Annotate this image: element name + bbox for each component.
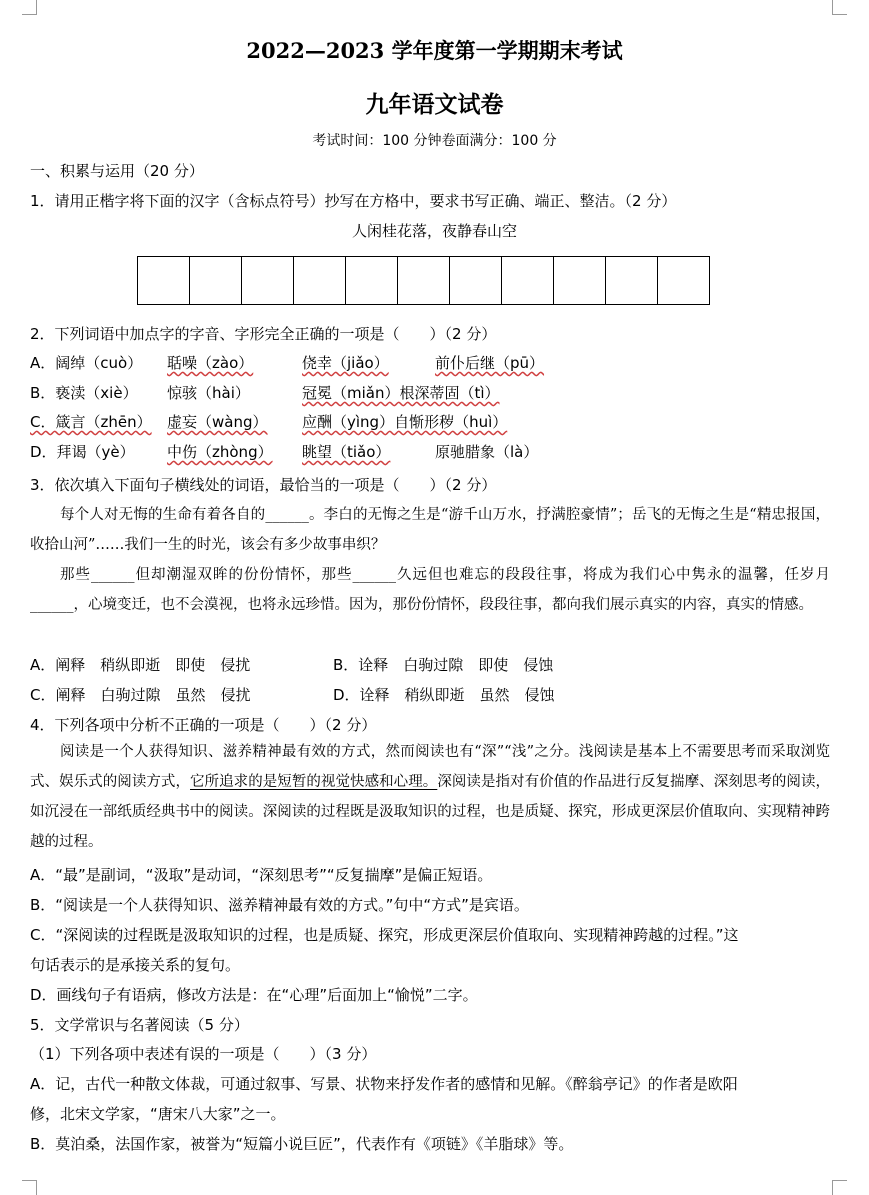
q1-prompt: 1．请用正楷字将下面的汉字（含标点符号）抄写在方格中，要求书写正确、端正、整洁。（2 分） xyxy=(30,192,677,210)
grid-cell[interactable] xyxy=(502,257,554,304)
exam-title: 2022—2023 学年度第一学期期末考试 xyxy=(246,38,623,63)
grid-cell[interactable] xyxy=(450,257,502,304)
q3-passage-1: 每个人对无悔的生命有着各自的______。李白的无悔之生是“游千山万水，抒满腔豪情”；岳飞的无悔之生是“精忠报国，收拾山河”……我们一生的时光，该会有多少故事串织？ xyxy=(30,507,830,553)
q3-passage-2: 那些______但却潮湿双眸的份份情怀，那些______久远但也难忘的段段往事，将成为我们心中隽永的温馨，任岁月______，心境变迁，也不会漠视，也将永远珍惜。因为，那份份情怀，段段往事，都向我们展示真实的内容，真实的情感。 xyxy=(30,567,830,613)
q5-prompt: 5．文学常识与名著阅读（5 分） xyxy=(30,1016,249,1034)
grid-cell[interactable] xyxy=(242,257,294,304)
q4-option-c: C．“深阅读的过程既是汲取知识的过程，也是质疑、探究，形成更深层价值取向、实现精神跨越的过程。”这 xyxy=(30,926,739,944)
q4-passage-part: 阅读是一个人获得知识、滋养精神最有效的方式，然而阅读也有“深”“浅”之分。浅阅读是基本上不需要思考而采取浏览式、娱乐式的阅读方式， xyxy=(30,744,830,790)
q4-option-c-cont: 句话表示的是承接关系的复句。 xyxy=(30,956,241,974)
q5-option-a-cont: 修，北宋文学家，“唐宋八大家”之一。 xyxy=(30,1105,286,1123)
exam-meta: 考试时间：100 分钟卷面满分：100 分 xyxy=(312,133,557,149)
grid-cell[interactable] xyxy=(398,257,450,304)
q2-option: D．拜谒（yè） xyxy=(30,443,135,461)
q2-option: B．亵渎（xiè） xyxy=(30,384,138,402)
q2-option: 眺望（tiǎo） xyxy=(302,443,391,461)
q5-sub1: （1）下列各项中表述有误的一项是（ ）（3 分） xyxy=(30,1045,377,1063)
q2-option: 冠冕（miǎn）根深蒂固（tì） xyxy=(302,384,500,402)
q3-option-b: B．诠释 白驹过隙 即使 侵蚀 xyxy=(333,656,554,674)
q3-option-c: C．阐释 白驹过隙 虽然 侵扰 xyxy=(30,686,251,704)
q3-prompt: 3．依次填入下面句子横线处的词语，最恰当的一项是（ ）（2 分） xyxy=(30,476,497,494)
q2-option: 虚妄（wàng） xyxy=(167,413,268,431)
q4-prompt: 4．下列各项中分析不正确的一项是（ ）（2 分） xyxy=(30,716,377,734)
q4-option-a: A．“最”是副词，“汲取”是动词，“深刻思考”“反复揣摩”是偏正短语。 xyxy=(30,866,493,884)
grid-cell[interactable] xyxy=(190,257,242,304)
q3-option-a: A．阐释 稍纵即逝 即使 侵扰 xyxy=(30,656,251,674)
q5-option-b: B．莫泊桑，法国作家，被誉为“短篇小说巨匠”，代表作有《项链》《羊脂球》等。 xyxy=(30,1135,574,1153)
section-heading: 一、积累与运用（20 分） xyxy=(30,162,204,180)
grid-cell[interactable] xyxy=(606,257,658,304)
q4-option-b: B．“阅读是一个人获得知识、滋养精神最有效的方式。”句中“方式”是宾语。 xyxy=(30,896,529,914)
exam-subtitle: 九年语文试卷 xyxy=(365,91,504,118)
crop-mark xyxy=(832,1180,847,1195)
grid-cell[interactable] xyxy=(294,257,346,304)
grid-cell[interactable] xyxy=(346,257,398,304)
grid-cell[interactable] xyxy=(554,257,606,304)
q2-option: 原驰腊象（là） xyxy=(435,443,539,461)
q2-option: 惊骇（hài） xyxy=(167,384,250,402)
q1-poem: 人闲桂花落，夜静春山空 xyxy=(351,222,517,240)
q2-option: 应酬（yìng）自惭形秽（huì） xyxy=(302,413,508,431)
q4-passage-part: 深阅读是指对有价值的作品进行反复揣摩、深刻思考的阅读，如沉浸在一部纸质经典书中的阅读。深阅读的过程既是汲取知识的过程，也是质疑、探究，形成更深层价值取向、实现精神跨越的过程。 xyxy=(30,774,831,850)
crop-mark xyxy=(832,0,847,15)
writing-grid[interactable] xyxy=(137,256,710,305)
q2-prompt: 2．下列词语中加点字的字音、字形完全正确的一项是（ ）（2 分） xyxy=(30,325,497,343)
crop-mark xyxy=(22,0,37,15)
crop-mark xyxy=(22,1180,37,1195)
q4-option-d: D．画线句子有语病，修改方法是：在“心理”后面加上“愉悦”二字。 xyxy=(30,986,478,1004)
q2-option: C．箴言（zhēn） xyxy=(30,413,152,431)
q5-option-a: A．记，古代一种散文体裁，可通过叙事、写景、状物来抒发作者的感情和见解。《醉翁亭记》的作者是欧阳 xyxy=(30,1075,738,1093)
q4-passage xyxy=(30,737,830,857)
q2-option: 中伤（zhòng） xyxy=(167,443,273,461)
grid-cell[interactable] xyxy=(138,257,190,304)
q4-underlined-sentence: 它所追求的是短暂的视觉快感和心理。 xyxy=(190,774,438,790)
grid-cell[interactable] xyxy=(658,257,709,304)
q2-option: 前仆后继（pū） xyxy=(435,354,545,372)
q3-option-d: D．诠释 稍纵即逝 虽然 侵蚀 xyxy=(333,686,555,704)
q2-option: A．阔绰（cuò） xyxy=(30,354,143,372)
q2-option: 侥幸（jiǎo） xyxy=(302,354,389,372)
q2-option: 聒噪（zào） xyxy=(167,354,254,372)
